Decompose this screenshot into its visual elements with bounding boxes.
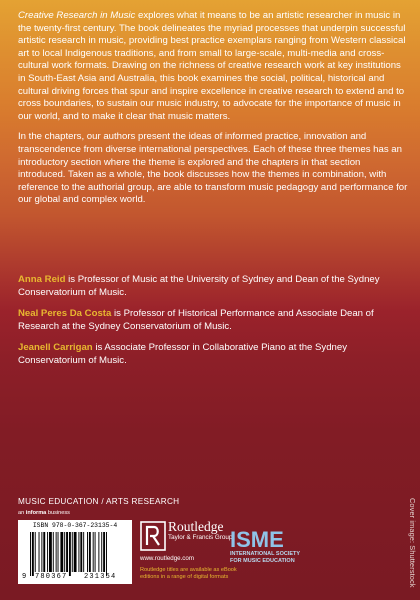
description-paragraph-1-text: explores what it means to be an artistic researcher in music in the twenty-first century. The book delineates the myriad processes that underpin successful artistic research in music, providing best practice exemplars ranging from Western classical art to local Indigenous traditions, and from small to large-scale, multi-media and cross-cultural work formats. Drawing on the richness of creative research work at key institutions in South-East Asia and Australia, this book examines the social, political, historical and cultural driving forces that spur and inspire excellence in creative research to extend and to cross boundaries, to sustain our music industry, to advocate for the importance of music in our world, and to make it clear that music matters. [18,10,406,122]
informa-prefix: an [18,510,26,516]
barcode-digits-right: 231354 [84,573,117,581]
author-bio-text: is Professor of Music at the University of Sydney and Dean of the Sydney Conservatorium of Music. [18,274,380,298]
barcode-bar [32,532,34,576]
isme-logo [230,528,296,550]
barcode-bar [43,532,45,572]
author-bios [18,274,406,377]
author-bio [18,308,406,333]
barcode-bar [106,532,107,576]
barcode-bar [53,532,54,572]
author-name: Anna Reid [18,274,66,285]
description-paragraph-1 [18,10,408,123]
barcode-bar [60,532,63,572]
barcode-bar [39,532,40,572]
publisher-name-block [168,520,232,542]
barcode-bar [66,532,68,572]
barcode-bar [87,532,88,572]
publisher-url: www.routledge.com [140,555,194,562]
informa-business-line [18,510,70,516]
barcode-digits [18,573,132,583]
informa-suffix: business [46,510,70,516]
author-bio-text: is Professor of Historical Performance and Associate Dean of Research at the Sydney Conservatorium of Music. [18,308,374,332]
barcode-bar [95,532,96,572]
barcode-bar [47,532,48,572]
book-description [18,10,408,215]
barcode-bar [101,532,102,572]
barcode-bar [72,532,73,572]
barcode-bar [74,532,77,572]
isbn-barcode [18,520,132,584]
author-bio [18,274,406,299]
informa-brand: informa [25,510,47,516]
barcode-bar [56,532,57,572]
barcode-bar [58,532,59,572]
barcode-bar [80,532,82,572]
author-bio-text: is Associate Professor in Collaborative Piano at the Sydney Conservatorium of Music. [18,342,348,366]
isme-line-1: INTERNATIONAL SOCIETY [230,551,301,557]
barcode-bar [69,532,71,576]
author-bio [18,342,406,367]
isme-line-2: FOR MUSIC EDUCATION [230,557,295,564]
barcode-bar [89,532,91,572]
description-paragraph-2: In the chapters, our authors present the ideas of informed practice, innovation and transcendence from diverse international perspectives. Each of these three themes has an introductory section where the theme is explored and the chapters in that section introduced. Taken as a whole, the book discusses how the themes in combination, with reference to the authorial group, are able to transform music pedagogy and performance for our global and complex world. [18,131,408,206]
barcode-digits-left: 780367 [35,573,68,581]
book-title-italic: Creative Research in Music [18,10,136,21]
barcode-bar [30,532,31,576]
isme-wordmark: ISME [230,528,284,550]
barcode-bar [35,532,36,572]
barcode-bars [30,532,122,576]
barcode-bar [49,532,52,572]
barcode-bar [64,532,65,572]
author-name: Jeanell Carrigan [18,342,93,354]
barcode-bar [41,532,42,572]
barcode-bar [83,532,84,572]
isme-full-name [230,551,304,565]
cover-image-credit: Cover image: Shutterstock [408,498,417,588]
publisher-group: Taylor & Francis Group [168,534,233,541]
author-name: Neal Peres Da Costa [18,308,112,320]
subject-category: MUSIC EDUCATION / ARTS RESEARCH [18,497,180,506]
barcode-bar [103,532,105,572]
barcode-bar [78,532,79,572]
barcode-bar [98,532,99,572]
barcode-bar [93,532,94,572]
publisher-name: Routledge [168,519,224,534]
isbn-label: ISBN 978-0-367-23135-4 [32,522,118,529]
ebook-note: Routledge titles are available as eBook editions in a range of digital formats [140,567,237,581]
barcode-digit-first: 9 [22,573,27,581]
routledge-r-logo-icon [140,521,166,551]
